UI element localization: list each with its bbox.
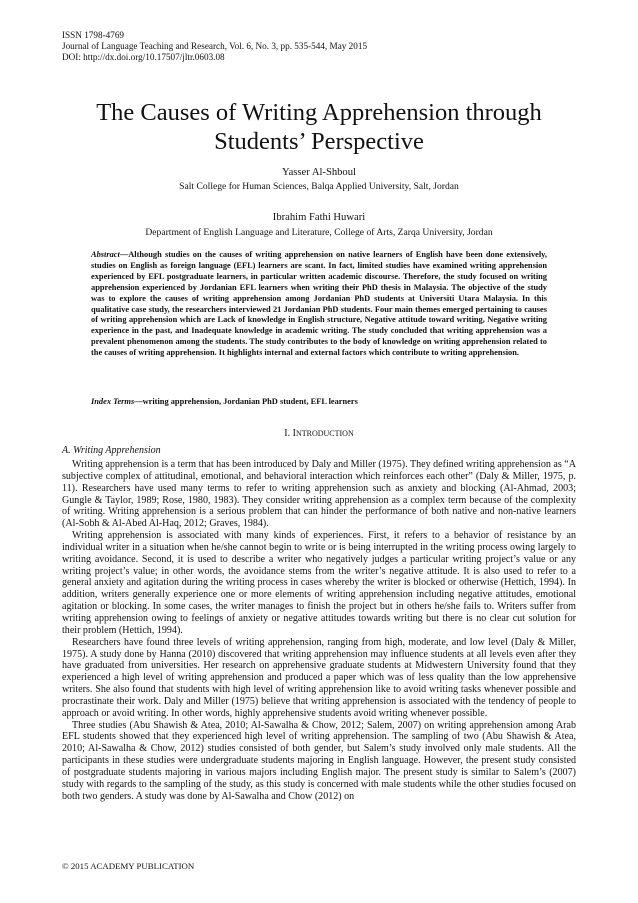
- paper-title: [40, 98, 598, 156]
- paragraph: Writing apprehension is associated with many kinds of experiences. First, it refers to a behavior of resistance by an individual writer in a situation when he/she cannot begin to write or is being interrupted in the writing process owing largely to writing avoidance. Second, it is used to describe a writer who negatively judges a particular writing project’s value or any writing project’s value; in other words, the avoidance stems from the writer’s negative attitude. It is also used to refer to a general anxiety and agitation during the writing process in cases whereby the writer is blocked or otherwise (Hettich, 1994). In addition, writers generally experience one or more elements of writing apprehension including negative attitudes, emotional agitation or blocking. In some cases, the writer manages to finish the project but in others he/she fails to. Writers suffer from writing apprehension owing to feelings of anxiety or negative attitudes towards writing but there is no clear cut solution for their problem (Hettich, 1994).: [62, 530, 576, 636]
- author-name: Ibrahim Fathi Huwari: [272, 212, 366, 223]
- copyright-footer: © 2015 ACADEMY PUBLICATION: [62, 861, 195, 871]
- body-text: [62, 459, 576, 802]
- paragraph: Researchers have found three levels of writing apprehension, ranging from high, moderate, and low level (Daly & Miller, 1975). A study done by Hanna (2010) discovered that writing apprehension may influence students at all levels even after they have graduated from universities. Her research on apprehensive graduate students at Midwestern University found that they experienced a high level of writing apprehension and produced a paper which was of less quality than the low apprehensive writers. She also found that students with high level of writing apprehension like to avoid writing tasks whenever possible and procrastinate their work. Daly and Miller (1975) believe that writing apprehension is associated with the tendency of people to approach or avoid writing. In other words, highly apprehensive students avoid writing whenever possible.: [62, 636, 576, 719]
- index-terms-text: —writing apprehension, Jordanian PhD student, EFL learners: [134, 397, 358, 406]
- issn: ISSN 1798-4769: [62, 30, 125, 40]
- abstract-text: —Although studies on the causes of writing apprehension on native learners of English have been done extensively, studies on English as foreign language (EFL) learners are scant. In fact, limited studies have examined writing apprehension experienced by EFL postgraduate learners, in particular written academic discourse. Therefore, the study focused on writing apprehension experienced by Jordanian EFL learners when writing their PhD thesis in Malaysia. The objective of the study was to explore the causes of writing apprehension among Jordanian PhD students at Universiti Utara Malaysia. In this qualitative case study, the researchers interviewed 21 Jordanian PhD students. Four main themes emerged pertaining to causes of writing apprehension which are Lack of knowledge in English structure, Negative attitude toward writing, Negative writing experience in the past, and Inadequate knowledge in academic writing. The study concluded that writing apprehension was a prevalent phenomenon among the students. The study contributes to the body of knowledge on writing apprehension related to the causes of writing apprehension. It highlights internal and external factors which contribute to writing apprehension.: [91, 250, 547, 358]
- abstract-label: Abstract: [91, 250, 120, 259]
- subsection-heading: A. Writing Apprehension: [62, 445, 161, 456]
- paragraph: Three studies (Abu Shawish & Atea, 2010; Al-Sawalha & Chow, 2012; Salem, 2007) on writing apprehension among Arab EFL students showed that they experienced high level of writing apprehension. The sampling of two (Abu Shawish & Atea, 2010; Al-Sawalha & Chow, 2012) studies consisted of both gender, but Salem’s study involved only male students. All the participants in these studies were undergraduate students majoring in English language. However, the present study consisted of postgraduate students majoring in various majors including English major. The present study is similar to Salem’s (2007) study with regards to the sampling of the study, as this study is concerned with male students while the other studies focused on both two genders. A study was done by Al-Sawalha and Chow (2012) on: [62, 719, 576, 802]
- section-number: I.: [284, 428, 293, 439]
- title-line-1: The Causes of Writing Apprehension through: [96, 99, 542, 126]
- doi: DOI: http://dx.doi.org/10.17507/jltr.0603.08: [62, 52, 225, 62]
- author-affiliation: Salt College for Human Sciences, Balqa Applied University, Salt, Jordan: [179, 181, 459, 192]
- section-heading: [40, 428, 598, 439]
- section-title-rest: NTRODUCTION: [295, 429, 354, 438]
- paragraph: Writing apprehension is a term that has been introduced by Daly and Miller (1975). They defined writing apprehension as “A subjective complex of attitudinal, emotional, and behavioral interaction which reinforces each other” (Daly & Miller, 1975, p. 11). Researchers have used many terms to refer to writing apprehension such as anxiety and blocking (Al-Ahmad, 2003; Gungle & Taylor, 1989; Rose, 1980, 1983). They consider writing apprehension as a complex term because of the complexity of writing. Writing apprehension is a serious problem that can hinder the performance of both native and non-native learners (Al-Sobh & Al-Abed Al-Haq, 2012; Graves, 1984).: [62, 459, 576, 530]
- index-terms-label: Index Terms: [91, 397, 135, 406]
- abstract: [91, 250, 547, 359]
- section-initial: I: [292, 428, 296, 439]
- journal-header: [62, 30, 367, 63]
- title-line-2: Students’ Perspective: [214, 128, 424, 155]
- author-affiliation: Department of English Language and Literature, College of Arts, Zarqa University, Jordan: [145, 227, 493, 238]
- index-terms: [91, 396, 547, 407]
- author-name: Yasser Al-Shboul: [282, 167, 356, 178]
- journal-citation: Journal of Language Teaching and Research, Vol. 6, No. 3, pp. 535-544, May 2015: [62, 41, 368, 51]
